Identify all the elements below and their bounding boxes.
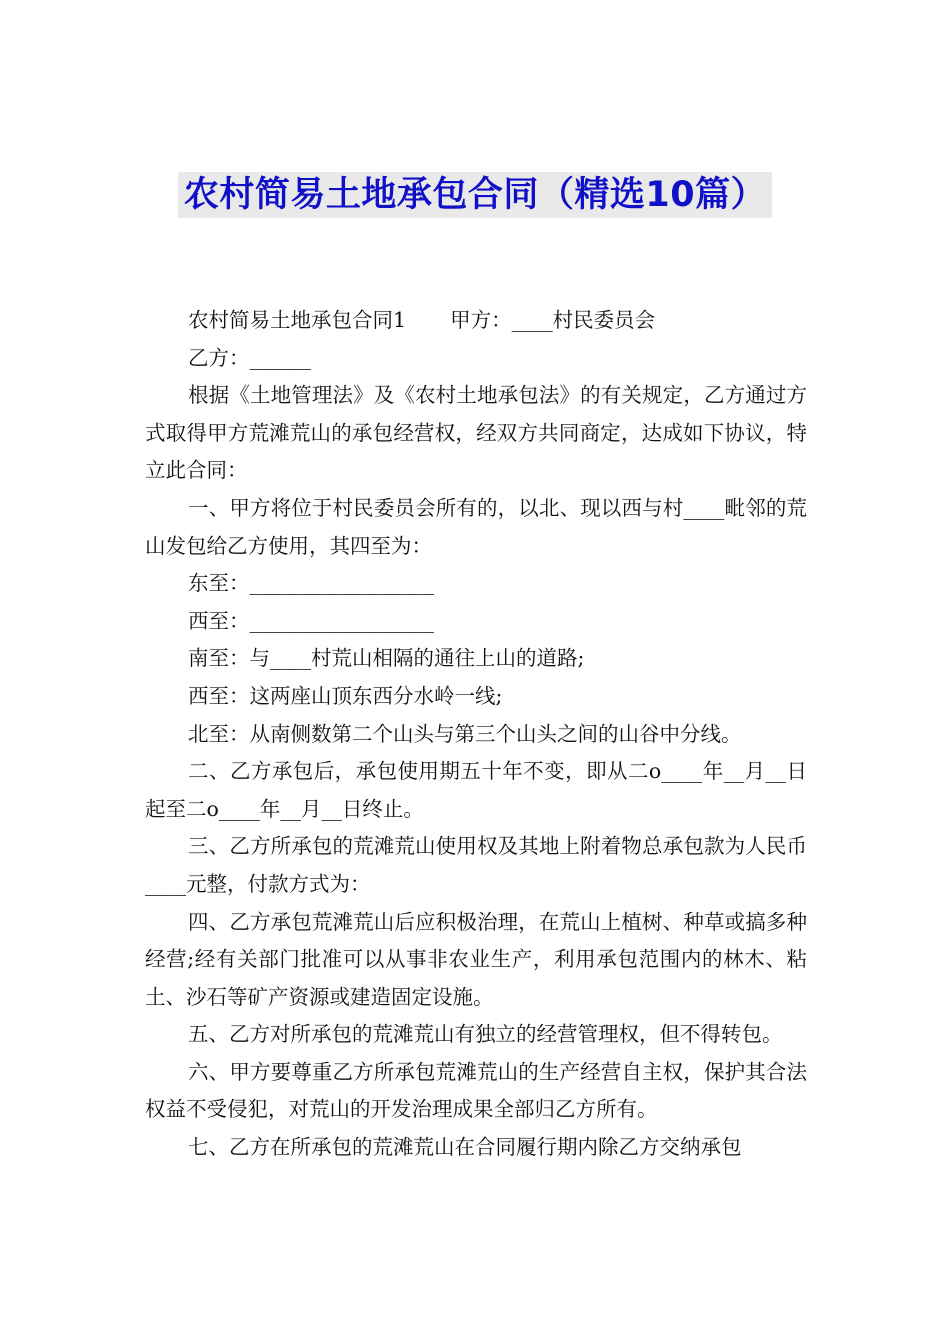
paragraph: 南至：与____村荒山相隔的通往上山的道路; bbox=[188, 646, 585, 671]
document-title: 农村简易土地承包合同（精选10篇） bbox=[178, 172, 772, 218]
paragraph: 三、乙方所承包的荒滩荒山使用权及其地上附着物总承包款为人民币____元整，付款方式为： bbox=[145, 834, 807, 896]
paragraph: 七、乙方在所承包的荒滩荒山在合同履行期内除乙方交纳承包 bbox=[188, 1135, 742, 1160]
paragraph: 根据《土地管理法》及《农村土地承包法》的有关规定，乙方通过方式取得甲方荒滩荒山的承包经营权，经双方共同商定，达成如下协议，特立此合同： bbox=[145, 383, 807, 483]
paragraph-party-b: 乙方：______ bbox=[188, 345, 312, 370]
party-a: 甲方：____村民委员会 bbox=[450, 308, 656, 332]
paragraph: 四、乙方承包荒滩荒山后应积极治理，在荒山上植树、种草或搞多种经营;经有关部门批准可以从事非农业生产，利用承包范围内的林木、粘土、沙石等矿产资源或建造固定设施。 bbox=[145, 909, 807, 1009]
paragraph: 五、乙方对所承包的荒滩荒山有独立的经营管理权，但不得转包。 bbox=[188, 1022, 783, 1047]
paragraph-heading bbox=[145, 302, 807, 340]
paragraph: 六、甲方要尊重乙方所承包荒滩荒山的生产经营自主权，保护其合法权益不受侵犯，对荒山的开发治理成果全部归乙方所有。 bbox=[145, 1059, 807, 1122]
paragraph: 二、乙方承包后，承包使用期五十年不变，即从二o____年__月__日起至二o____年__月__日终止。 bbox=[145, 759, 807, 821]
title-block bbox=[0, 172, 950, 218]
paragraph: 北至：从南侧数第二个山头与第三个山头之间的山谷中分线。 bbox=[188, 721, 742, 746]
document-body bbox=[145, 302, 807, 1167]
paragraph: 一、甲方将位于村民委员会所有的，以北、现以西与村____毗邻的荒山发包给乙方使用，其四至为： bbox=[145, 495, 807, 558]
contract-heading: 农村简易土地承包合同1 bbox=[188, 308, 407, 332]
paragraph: 西至：这两座山顶东西分水岭一线; bbox=[188, 683, 503, 708]
paragraph: 东至：__________________ bbox=[188, 571, 435, 596]
paragraph: 西至：__________________ bbox=[188, 608, 435, 633]
